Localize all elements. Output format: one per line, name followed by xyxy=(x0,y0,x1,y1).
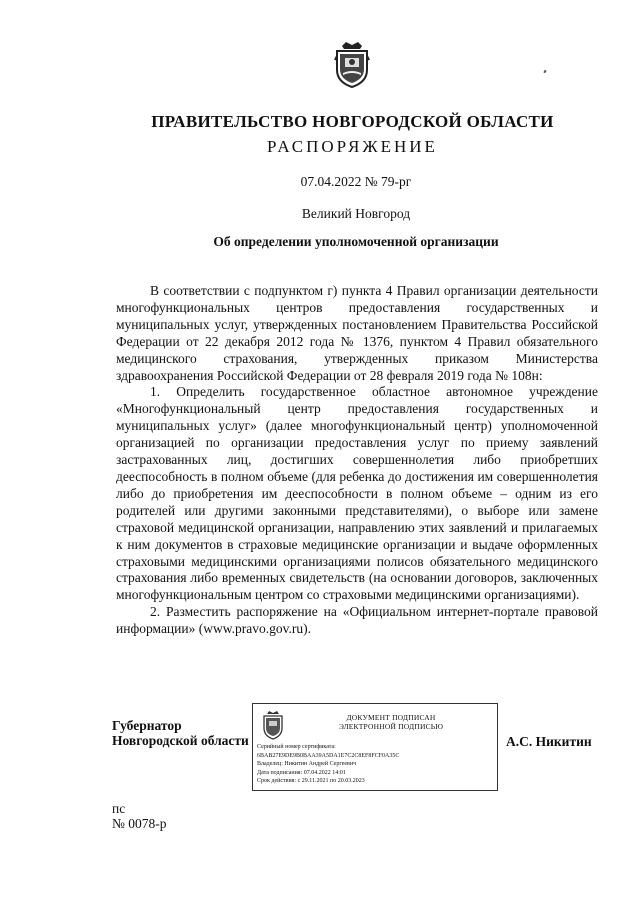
signatory-title-line2: Новгородской области xyxy=(112,733,249,748)
stamp-signed-date: Дата подписания: 07.04.2022 14:01 xyxy=(257,769,346,776)
signatory-name: А.С. Никитин xyxy=(506,734,592,749)
stamp-serial: 6BAB27E9DE9B0BAA39A5DA1E7C2C8EF8FCF0A35C xyxy=(257,752,400,759)
stamp-heading-line2: ЭЛЕКТРОННОЙ ПОДПИСЬЮ xyxy=(338,722,444,731)
document-body xyxy=(116,283,598,638)
stamp-owner: Владелец: Никитин Андрей Сергеевич xyxy=(257,761,357,768)
executor-block xyxy=(112,801,167,831)
paragraph-item-2: 2. Разместить распоряжение на «Официальном интернет-портале правовой информации» (www.pravo.gov.ru). xyxy=(116,604,598,637)
document-type: РАСПОРЯЖЕНИЕ xyxy=(267,137,438,156)
stamp-heading xyxy=(291,713,491,731)
stamp-validity: Срок действия: с 29.11.2021 по 20.03.2023 xyxy=(257,778,365,785)
document-subject: Об определении уполномоченной организации xyxy=(213,234,499,249)
executor-initials: пс xyxy=(112,801,126,816)
date-and-number: 07.04.2022 № 79-рг xyxy=(300,174,412,189)
scan-speck xyxy=(543,70,546,74)
stamp-coat-of-arms-icon xyxy=(261,710,285,740)
government-title: ПРАВИТЕЛЬСТВО НОВГОРОДСКОЙ ОБЛАСТИ xyxy=(151,112,554,131)
paragraph-item-1: 1. Определить государственное областное автономное учреждение «Многофункциональный центр предоставления государственных и муниципальных услуг» (далее многофункциональный центр) уполномоченной организацией по организации предоставления услуг по приему заявлений застрахованных лиц, достигших совершеннолетия либо приобретших дееспособность в полном объеме (для ребенка до достижения им совершеннолетия либо до приобретения им дееспособности в полном объеме – одним из его родителей или другими законными представителями), о выборе или замене страховой медицинской организации, направлению этих заявлений и прилагаемых к ним документов в страховые медицинские организации и выдаче оформленных страховыми медицинскими организациями полисов обязательного медицинского страхования либо временных свидетельств (на основании договоров, заключенных многофункциональным центром со страховыми медицинскими организациями). xyxy=(116,384,598,603)
stamp-details xyxy=(257,743,495,786)
city: Великий Новгород xyxy=(301,206,411,221)
stamp-heading-line1: ДОКУМЕНТ ПОДПИСАН xyxy=(346,713,436,722)
novgorod-coat-of-arms-icon xyxy=(333,40,371,88)
stamp-serial-label: Серийный номер сертификата: xyxy=(257,744,336,750)
executor-number: № 0078-р xyxy=(112,816,167,831)
signatory-title-line1: Губернатор xyxy=(112,718,182,733)
signatory-title xyxy=(112,718,249,748)
electronic-signature-stamp xyxy=(252,703,498,791)
paragraph-preamble: В соответствии с подпунктом г) пункта 4 Правил организации деятельности многофункциональных центров предоставления государственных и муниципальных услуг, утвержденных постановлением Правительства Российской Федерации от 22 декабря 2012 года № 1376, пунктом 4 Правил обязательного медицинского страхования, утвержденных приказом Министерства здравоохранения Российской Федерации от 28 февраля 2019 года № 108н: xyxy=(116,283,598,383)
